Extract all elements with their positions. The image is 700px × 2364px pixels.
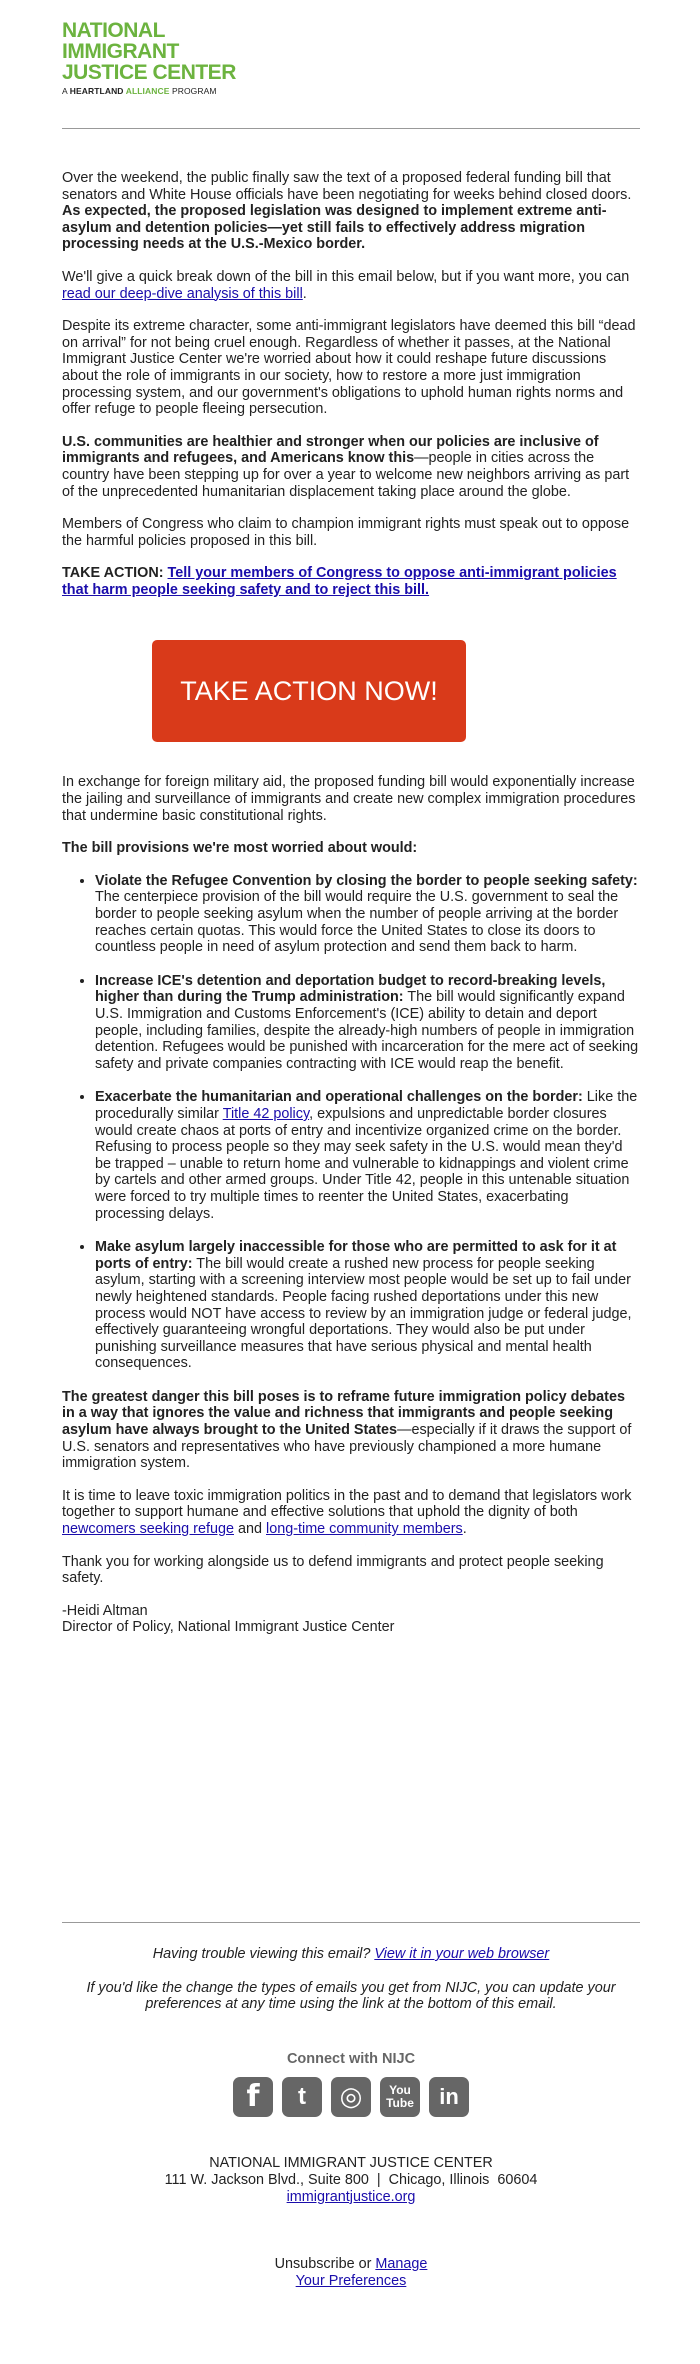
take-action-now-button[interactable]: TAKE ACTION NOW! [152, 640, 466, 742]
email-body [62, 170, 640, 1652]
website-link[interactable]: immigrantjustice.org [286, 2188, 416, 2205]
youtube-icon[interactable]: You Tube [380, 2077, 420, 2117]
list-item: • Make asylum largely inaccessible for those who are permitted to ask for it at ports of entry: The bill would create a rushed new process for people seeking asylum, starting with a screening interview most people would be set up to fail under newly heightened standards. People facing rushed deportations under this new process would NOT have access to review by an immigration judge or federal judge, effectively guaranteeing wrongful deportations. They would also be put under punishing surveillance measures that have serious physical and mental health consequences. [95, 1239, 640, 1372]
intro-paragraph-1: Over the weekend, the public finally saw the text of a proposed federal funding bill that senators and White House officials have been negotiating for weeks behind closed doors. As expected, the proposed legislation was designed to implement extreme anti-asylum and detention policies—yet still fails to effectively address migration processing needs at the U.S.-Mexico border. [62, 170, 632, 253]
list-item: • Increase ICE's detention and deportation budget to record-breaking levels, higher than during the Trump administration: The bill would significantly expand U.S. Immigration and Customs Enforcement's (ICE) ability to detain and deport people, including families, despite the already-high numbers of people in immigration detention. Refugees would be punished with incarceration for the mere act of seeking safety and private companies contracting with ICE would reap the benefit. [95, 973, 640, 1073]
deep-dive-analysis-link[interactable]: read our deep-dive analysis of this bill [62, 285, 303, 302]
greatest-danger-paragraph: The greatest danger this bill poses is to reframe future immigration policy debates in a way that ignores the value and richness that immigrants and people seeking asylum have always brought to the United States—especially if it draws the support of U.S. senators and representatives who have previously championed a more humane immigration system. [62, 1388, 632, 1472]
org-address: 111 W. Jackson Blvd., Suite 800 | Chicago, Illinois 60604 [164, 2171, 538, 2188]
thank-you-paragraph: Thank you for working alongside us to defend immigrants and protect people seeking safety. [62, 1553, 604, 1587]
provisions-list [62, 873, 640, 1372]
title-42-policy-link[interactable]: Title 42 policy [222, 1105, 310, 1122]
footer-divider [62, 1922, 640, 1923]
footer [62, 1946, 640, 2290]
intro-paragraph-3: Despite its extreme character, some anti-immigrant legislators have deemed this bill “dead on arrival” for not being cruel enough. Regardless of whether it passes, at the National Immigrant Justice Center we're worried about how it could reshape future discussions about the role of immigrants in our society, how to restore a more just immigration processing system, and our government's obligations to uphold human rights norms and offer refuge to people fleeing persecution. [62, 318, 636, 418]
logo-subtitle: A HEARTLAND ALLIANCE PROGRAM [62, 86, 217, 96]
connect-heading: Connect with NIJC [286, 2050, 416, 2067]
take-action-link[interactable]: Tell your members of Congress to oppose anti-immigrant policies that harm people seeking safety and to reject this bill. [62, 565, 617, 598]
intro-paragraph-2: We'll give a quick break down of the bill in this email below, but if you want more, you can read our deep-dive analysis of this bill. [62, 268, 630, 302]
preferences-notice: If you'd like the change the types of emails you get from NIJC, you can update your preferences at any time using the link at the bottom of this email. [86, 1979, 616, 2013]
cta-container [62, 614, 640, 759]
instagram-icon[interactable]: ◎ [331, 2077, 371, 2117]
signature [62, 1603, 640, 1636]
signature-title: Director of Policy, National Immigrant Justice Center [62, 1619, 395, 1636]
nijc-logo[interactable] [62, 20, 236, 96]
intro-paragraph-4: U.S. communities are healthier and stronger when our policies are inclusive of immigrants and refugees, and Americans know this—people in cities across the country have been stepping up for over a year to welcome new neighbors arriving as part of the unprecedented humanitarian displacement taking place around the globe. [62, 433, 630, 500]
social-icons [62, 2077, 640, 2117]
provisions-heading: The bill provisions we're most worried about would: [62, 840, 418, 857]
take-action-paragraph: TAKE ACTION: Tell your members of Congress to oppose anti-immigrant policies that harm people seeking safety and to reject this bill. [62, 565, 617, 598]
logo-line-2: IMMIGRANT [62, 40, 179, 63]
list-item: • Violate the Refugee Convention by closing the border to people seeking safety: The centerpiece provision of the bill would require the U.S. government to seal the border to people seeking asylum when the number of people arriving at the border reaches certain quotas. This would force the United States to close its doors to countless people in need of asylum protection and send them back to harm. [95, 873, 640, 956]
body-paragraph-military-aid: In exchange for foreign military aid, the proposed funding bill would exponentially increase the jailing and surveillance of immigrants and create new complex immigration procedures that undermine basic constitutional rights. [62, 774, 636, 824]
org-name: NATIONAL IMMIGRANT JUSTICE CENTER [209, 2154, 493, 2171]
linkedin-icon[interactable]: in [429, 2077, 469, 2117]
unsubscribe-block: Unsubscribe or Manage Your Preferences [274, 2255, 428, 2289]
signature-name: -Heidi Altman [62, 1602, 148, 1619]
long-time-community-members-link[interactable]: long-time community members [266, 1521, 463, 1538]
facebook-icon[interactable]: f [233, 2077, 273, 2117]
intro-paragraph-5: Members of Congress who claim to champion immigrant rights must speak out to oppose the harmful policies proposed in this bill. [62, 516, 630, 549]
org-address-block [62, 2155, 640, 2206]
header-divider [62, 128, 640, 129]
logo-line-3: JUSTICE CENTER [62, 61, 236, 84]
logo-line-1: NATIONAL [62, 19, 165, 42]
trouble-viewing-text: Having trouble viewing this email? View it in your web browser [152, 1946, 550, 1962]
newcomers-seeking-refuge-link[interactable]: newcomers seeking refuge [62, 1521, 234, 1538]
view-in-browser-link[interactable]: View it in your web browser [374, 1946, 550, 1962]
your-preferences-link[interactable]: Your Preferences [295, 2272, 407, 2289]
twitter-icon[interactable]: t [282, 2077, 322, 2117]
list-item: • Exacerbate the humanitarian and operational challenges on the border: Like the procedurally similar Title 42 policy, expulsions and unpredictable border closures would create chaos at ports of entry and incentivize organized crime on the border. Refusing to process people so they may seek safety in the U.S. would mean they'd be trapped – unable to return home and vulnerable to kidnappings and violent crime by cartels and other armed groups. Under Title 42, people in this untenable situation were forced to try multiple times to reenter the United States, exacerbating processing delays. [95, 1089, 640, 1222]
toxic-politics-paragraph: It is time to leave toxic immigration politics in the past and to demand that legislators work together to support humane and effective solutions that uphold the dignity of both newcomers seeking refuge and long-time community members. [62, 1487, 632, 1538]
manage-link[interactable]: Manage [375, 2255, 428, 2272]
